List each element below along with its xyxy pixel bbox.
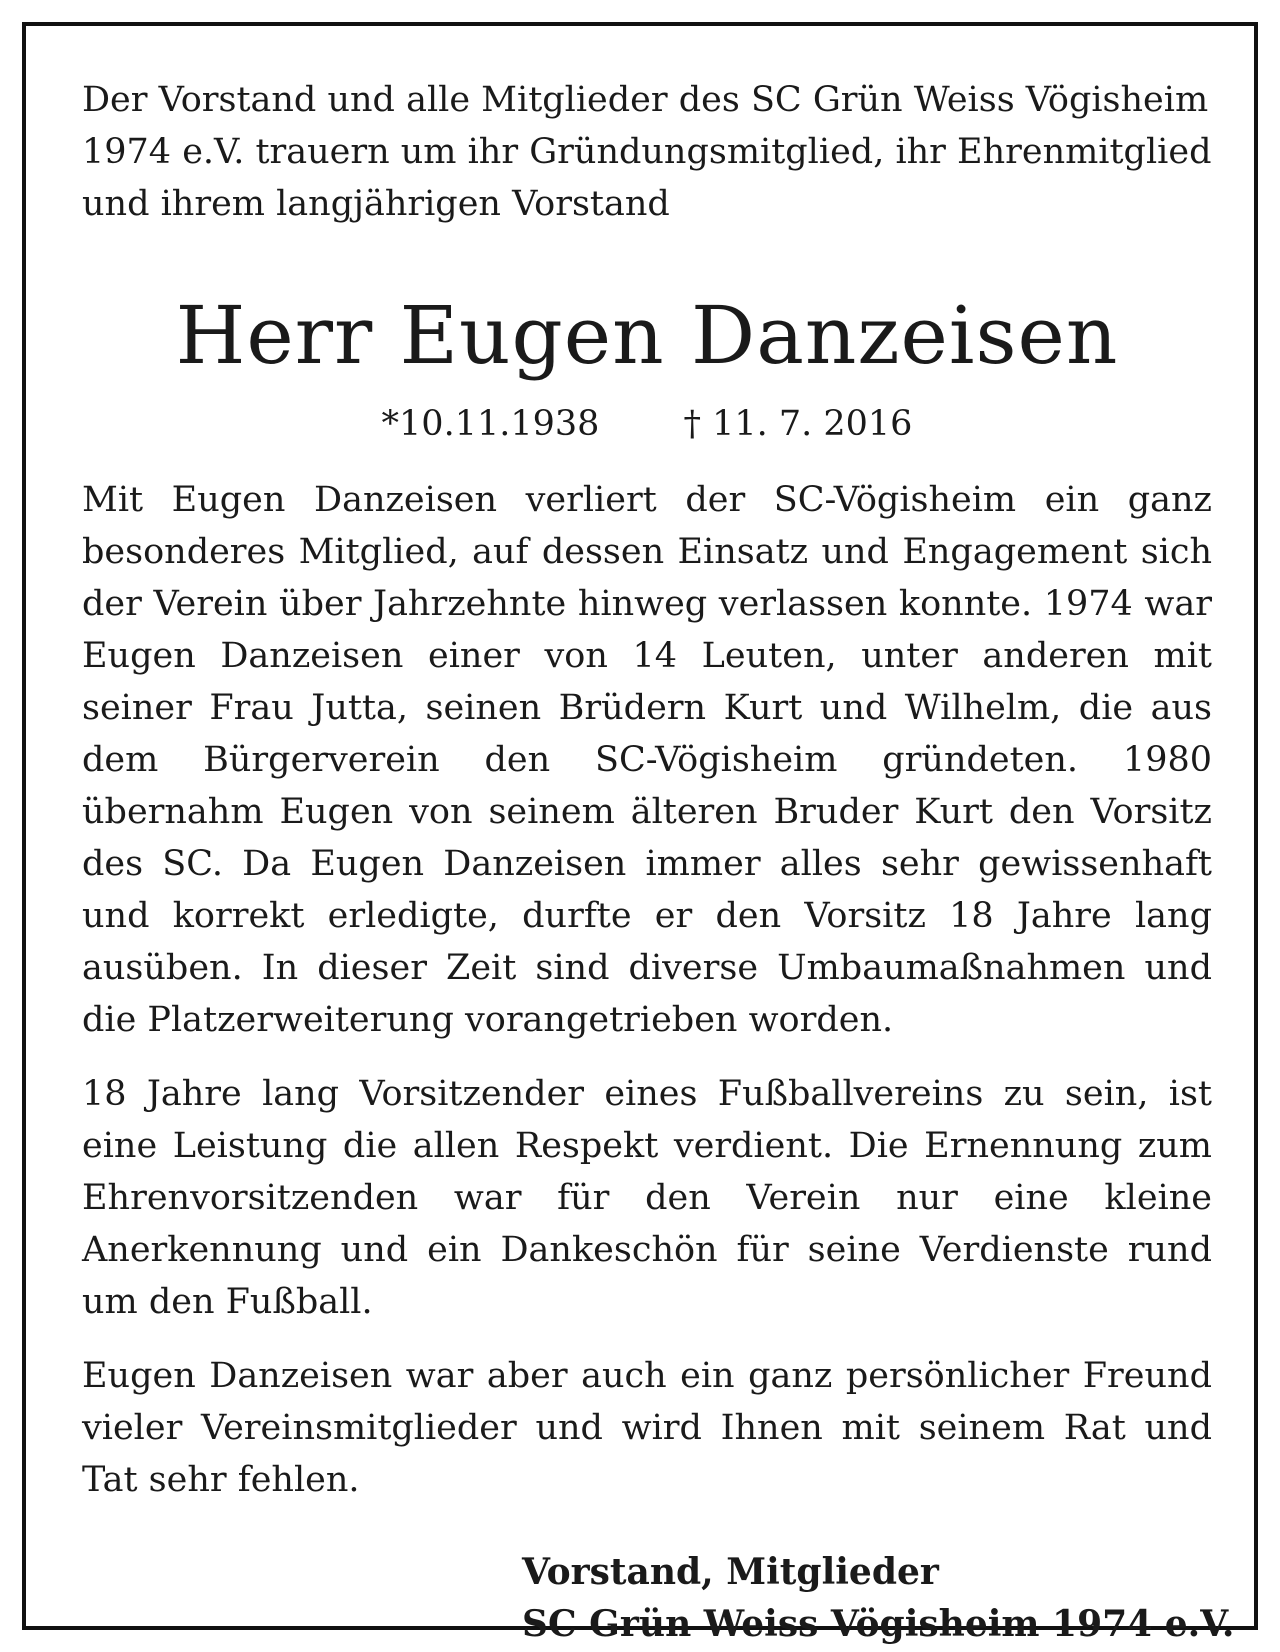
intro-line: und ihrem langjährigen Vorstand — [82, 184, 670, 224]
life-dates — [82, 400, 1212, 448]
signature-line: Vorstand, Mitglieder — [522, 1551, 939, 1593]
birth-date: *10.11.1938 — [381, 404, 600, 444]
obituary-content — [82, 74, 1235, 1650]
body-paragraph: 18 Jahre lang Vorsitzender eines Fußballvereins zu sein, ist eine Leistung die allen Respekt verdient. Die Ernennung zum Ehrenvorsitzenden war für den Verein nur eine kleine Anerkennung und ein Dankeschön für seine Verdienste rund um den Fußball. — [82, 1074, 1212, 1322]
signature-block — [82, 1546, 1235, 1650]
death-date: † 11. 7. 2016 — [683, 404, 913, 444]
signature-line: SC Grün Weiss Vögisheim 1974 e.V. — [522, 1603, 1235, 1645]
deceased-name: Herr Eugen Danzeisen — [175, 289, 1119, 382]
intro-line: 1974 e.V. trauern um ihr Gründungsmitglied, ihr Ehrenmitglied — [82, 132, 1212, 172]
obituary-frame — [22, 22, 1258, 1645]
body-paragraph: Mit Eugen Danzeisen verliert der SC-Vögisheim ein ganz besonderes Mitglied, auf dessen Einsatz und Engagement sich der Verein über Jahrzehnte hinweg verlassen konnte. 1974 war Eugen Danzeisen einer von 14 Leuten, unter anderen mit seiner Frau Jutta, seinen Brüdern Kurt und Wilhelm, die aus dem Bürgerverein den SC-Vögisheim gründeten. 1980 übernahm Eugen von seinem älteren Bruder Kurt den Vorsitz des SC. Da Eugen Danzeisen immer alles sehr gewissenhaft und korrekt erledigte, durfte er den Vorsitz 18 Jahre lang ausüben. In dieser Zeit sind diverse Umbaumaßnahmen und die Platzerweiterung vorangetrieben worden. — [82, 480, 1212, 1040]
body-paragraph: Eugen Danzeisen war aber auch ein ganz persönlicher Freund vieler Vereinsmitglieder und wird Ihnen mit seinem Rat und Tat sehr fehlen. — [82, 1356, 1212, 1500]
intro-line: Der Vorstand und alle Mitglieder des SC Grün Weiss Vögisheim — [82, 80, 1209, 120]
intro-text — [82, 74, 1212, 230]
